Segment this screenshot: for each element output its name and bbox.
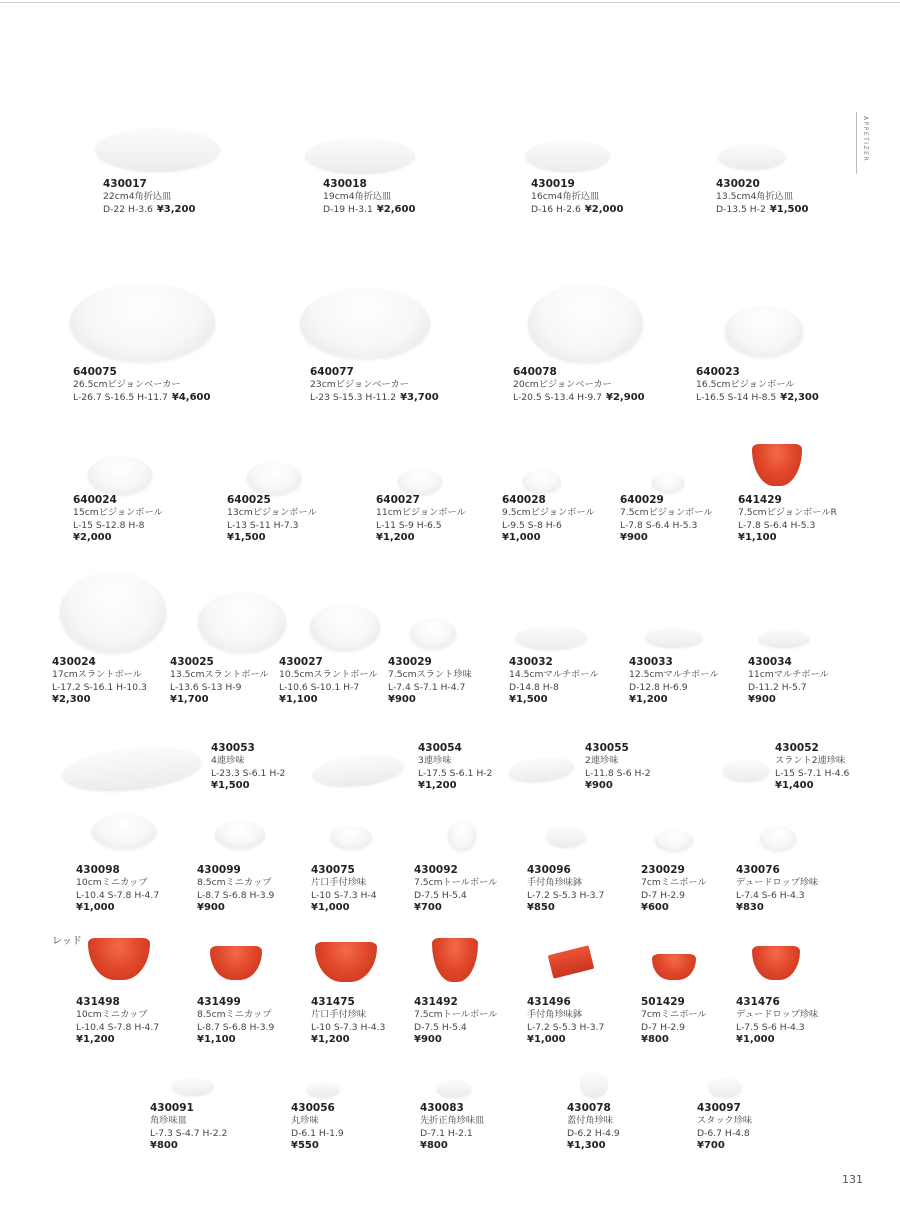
product-item xyxy=(73,366,210,404)
product-photo xyxy=(300,288,430,358)
product-name: 4連珍味 xyxy=(211,754,245,766)
product-dimensions: L-7.5 S-6 H-4.3 xyxy=(736,1021,805,1033)
product-price: ¥1,000 xyxy=(527,1034,566,1046)
product-code: 430053 xyxy=(211,742,255,754)
product-price: ¥1,400 xyxy=(775,780,814,792)
product-code: 640025 xyxy=(227,494,271,506)
product-name: 17cmスラントボール xyxy=(52,668,142,680)
product-dimensions: D-7.1 H-2.1 xyxy=(420,1127,473,1139)
product-photo xyxy=(718,144,786,170)
product-item xyxy=(310,366,439,404)
product-price: ¥2,000 xyxy=(73,532,112,544)
product-name: 11cmビジョンボール xyxy=(376,506,466,518)
product-item xyxy=(76,996,159,1047)
product-photo xyxy=(210,946,262,980)
product-item xyxy=(414,996,497,1047)
product-item xyxy=(418,742,492,793)
product-dimensions: D-7.5 H-5.4 xyxy=(414,1021,467,1033)
product-name: 13cmビジョンボール xyxy=(227,506,317,518)
product-code: 430019 xyxy=(531,178,575,190)
product-item xyxy=(211,742,285,793)
product-code: 431499 xyxy=(197,996,241,1008)
product-price: ¥800 xyxy=(150,1140,178,1152)
product-price: ¥900 xyxy=(388,694,416,706)
product-price: ¥2,300 xyxy=(780,391,819,403)
product-item xyxy=(716,178,808,216)
product-price: ¥700 xyxy=(697,1140,725,1152)
product-item xyxy=(197,864,274,915)
product-item xyxy=(527,864,604,915)
product-price: ¥850 xyxy=(527,902,555,914)
product-dimensions: L-11 S-9 H-6.5 xyxy=(376,519,442,531)
product-code: 641429 xyxy=(738,494,782,506)
product-price: ¥1,100 xyxy=(279,694,318,706)
product-name: 16.5cmビジョンボール xyxy=(696,378,795,390)
product-code: 640027 xyxy=(376,494,420,506)
product-code: 640029 xyxy=(620,494,664,506)
product-price: ¥2,300 xyxy=(52,694,91,706)
product-item xyxy=(696,366,819,404)
product-item xyxy=(509,656,598,707)
product-dimensions: L-8.7 S-6.8 H-3.9 xyxy=(197,889,275,901)
product-photo xyxy=(752,444,802,486)
product-item xyxy=(73,494,163,545)
product-price: ¥1,200 xyxy=(76,1034,115,1046)
product-price: ¥1,200 xyxy=(311,1034,350,1046)
product-photo xyxy=(95,128,220,172)
product-item xyxy=(620,494,713,545)
product-code: 430075 xyxy=(311,864,355,876)
product-price: ¥550 xyxy=(291,1140,319,1152)
product-code: 430024 xyxy=(52,656,96,668)
product-name: 20cmビジョンベーカー xyxy=(513,378,612,390)
product-code: 430097 xyxy=(697,1102,741,1114)
product-price: ¥1,500 xyxy=(227,532,266,544)
product-code: 230029 xyxy=(641,864,685,876)
product-item xyxy=(513,366,645,404)
product-dimensions: L-23 S-15.3 H-11.2 xyxy=(310,391,397,403)
product-dimensions: D-14.8 H-8 xyxy=(509,681,559,693)
product-price: ¥1,500 xyxy=(211,780,250,792)
product-photo xyxy=(310,604,380,650)
product-photo xyxy=(580,1072,608,1098)
product-code: 431498 xyxy=(76,996,120,1008)
product-item xyxy=(414,864,497,915)
product-price: ¥800 xyxy=(641,1034,669,1046)
product-photo xyxy=(523,470,561,492)
product-item xyxy=(502,494,595,545)
product-photo xyxy=(652,472,684,492)
product-dimensions: D-11.2 H-5.7 xyxy=(748,681,807,693)
product-item xyxy=(52,656,147,707)
product-dimensions: L-23.3 S-6.1 H-2 xyxy=(211,767,286,779)
product-dimensions: L-7.8 S-6.4 H-5.3 xyxy=(738,519,816,531)
product-photo xyxy=(432,938,478,982)
product-name: スラント2連珍味 xyxy=(775,754,846,766)
product-item xyxy=(376,494,466,545)
product-dimensions: L-7.4 S-6 H-4.3 xyxy=(736,889,805,901)
product-price: ¥900 xyxy=(620,532,648,544)
product-price: ¥1,200 xyxy=(376,532,415,544)
product-dimensions: D-13.5 H-2 xyxy=(716,203,766,215)
product-code: 430029 xyxy=(388,656,432,668)
product-item xyxy=(279,656,378,707)
product-dimensions: D-19 H-3.1 xyxy=(323,203,373,215)
product-price: ¥2,900 xyxy=(606,391,645,403)
product-item xyxy=(567,1102,620,1153)
product-item xyxy=(76,864,159,915)
product-code: 431475 xyxy=(311,996,355,1008)
product-price: ¥1,300 xyxy=(567,1140,606,1152)
product-dimensions: D-6.7 H-4.8 xyxy=(697,1127,750,1139)
product-price: ¥800 xyxy=(420,1140,448,1152)
product-photo xyxy=(725,306,803,356)
product-price: ¥1,200 xyxy=(629,694,668,706)
section-tab xyxy=(860,112,868,172)
product-name: 片口手付珍味 xyxy=(311,876,367,888)
product-item xyxy=(527,996,604,1047)
product-dimensions: L-10 S-7.3 H-4.3 xyxy=(311,1021,386,1033)
product-price: ¥900 xyxy=(585,780,613,792)
product-name: 8.5cmミニカップ xyxy=(197,876,272,888)
product-name: 手付角珍味鉢 xyxy=(527,1008,583,1020)
product-photo xyxy=(752,946,800,980)
product-code: 430052 xyxy=(775,742,819,754)
product-photo xyxy=(507,755,575,786)
product-dimensions: L-10.4 S-7.8 H-4.7 xyxy=(76,1021,160,1033)
product-dimensions: L-26.7 S-16.5 H-11.7 xyxy=(73,391,168,403)
product-item xyxy=(323,178,415,216)
product-item xyxy=(585,742,651,793)
product-item xyxy=(388,656,472,707)
product-photo xyxy=(172,1078,214,1096)
product-code: 640028 xyxy=(502,494,546,506)
product-item xyxy=(641,996,707,1047)
product-photo xyxy=(436,1080,472,1098)
product-price: ¥1,000 xyxy=(311,902,350,914)
product-item xyxy=(420,1102,484,1153)
product-photo xyxy=(525,140,610,172)
product-item xyxy=(170,656,269,707)
product-price: ¥2,600 xyxy=(376,203,416,215)
product-photo xyxy=(330,826,372,848)
product-item xyxy=(775,742,849,793)
product-price: ¥3,700 xyxy=(400,391,439,403)
product-photo xyxy=(722,760,770,782)
product-price: ¥700 xyxy=(414,902,442,914)
product-photo xyxy=(758,630,810,648)
product-code: 430054 xyxy=(418,742,462,754)
product-price: ¥1,100 xyxy=(197,1034,236,1046)
product-name: 3連珍味 xyxy=(418,754,452,766)
product-price: ¥1,000 xyxy=(736,1034,775,1046)
product-item xyxy=(738,494,837,545)
product-name: 22cm4角折込皿 xyxy=(103,190,172,202)
product-code: 430098 xyxy=(76,864,120,876)
product-dimensions: L-10 S-7.3 H-4 xyxy=(311,889,377,901)
product-code: 430056 xyxy=(291,1102,335,1114)
product-dimensions: L-15 S-12.8 H-8 xyxy=(73,519,145,531)
product-photo xyxy=(315,942,377,982)
product-item xyxy=(311,996,385,1047)
product-price: ¥1,500 xyxy=(769,203,809,215)
product-price: ¥900 xyxy=(197,902,225,914)
product-photo xyxy=(60,741,204,797)
product-dimensions: L-7.2 S-5.3 H-3.7 xyxy=(527,889,605,901)
product-dimensions: L-9.5 S-8 H-6 xyxy=(502,519,562,531)
product-photo xyxy=(88,456,152,494)
product-item xyxy=(197,996,274,1047)
product-code: 430020 xyxy=(716,178,760,190)
product-item xyxy=(150,1102,227,1153)
product-item xyxy=(629,656,718,707)
product-price: ¥1,100 xyxy=(738,532,777,544)
product-item xyxy=(227,494,317,545)
product-dimensions: D-22 H-3.6 xyxy=(103,203,153,215)
product-name: 7.5cmトールボール xyxy=(414,876,498,888)
product-name: 26.5cmビジョンベーカー xyxy=(73,378,181,390)
product-photo xyxy=(708,1078,742,1098)
product-code: 640024 xyxy=(73,494,117,506)
product-dimensions: D-7 H-2.9 xyxy=(641,889,685,901)
product-name: 8.5cmミニカップ xyxy=(197,1008,272,1020)
product-price: ¥1,200 xyxy=(418,780,457,792)
product-code: 430092 xyxy=(414,864,458,876)
product-item xyxy=(736,996,818,1047)
product-name: 10.5cmスラントボール xyxy=(279,668,378,680)
product-item xyxy=(736,864,818,915)
product-photo xyxy=(760,826,796,850)
product-price: ¥2,000 xyxy=(584,203,624,215)
product-item xyxy=(531,178,623,216)
product-code: 430055 xyxy=(585,742,629,754)
product-photo xyxy=(305,138,415,174)
product-dimensions: L-11.8 S-6 H-2 xyxy=(585,767,651,779)
product-photo xyxy=(215,820,265,848)
product-name: 12.5cmマルチボール xyxy=(629,668,719,680)
product-name: 13.5cmスラントボール xyxy=(170,668,269,680)
product-dimensions: L-15 S-7.1 H-4.6 xyxy=(775,767,850,779)
product-name: 7.5cmスラント珍味 xyxy=(388,668,472,680)
product-price: ¥900 xyxy=(414,1034,442,1046)
product-name: 11cmマルチボール xyxy=(748,668,829,680)
product-code: 430018 xyxy=(323,178,367,190)
product-code: 430091 xyxy=(150,1102,194,1114)
product-name: 2連珍味 xyxy=(585,754,619,766)
product-photo xyxy=(198,592,286,652)
product-name: 7cmミニボール xyxy=(641,876,707,888)
product-photo xyxy=(528,284,643,362)
product-photo xyxy=(645,628,703,648)
product-price: ¥600 xyxy=(641,902,669,914)
product-code: 430027 xyxy=(279,656,323,668)
product-item xyxy=(641,864,707,915)
product-photo xyxy=(92,814,156,848)
product-photo xyxy=(88,938,150,980)
product-photo xyxy=(515,626,587,650)
product-name: スタック珍味 xyxy=(697,1114,753,1126)
product-name: 角珍味皿 xyxy=(150,1114,187,1126)
product-code: 640078 xyxy=(513,366,557,378)
product-price: ¥900 xyxy=(748,694,776,706)
section-tab-rule xyxy=(856,112,857,174)
product-name: デュードロップ珍味 xyxy=(736,876,819,888)
product-dimensions: D-6.1 H-1.9 xyxy=(291,1127,344,1139)
product-name: 7.5cmビジョンボールR xyxy=(738,506,837,518)
product-dimensions: L-13 S-11 H-7.3 xyxy=(227,519,299,531)
top-rule xyxy=(0,2,900,3)
product-code: 430033 xyxy=(629,656,673,668)
page-number: 131 xyxy=(842,1173,863,1186)
product-dimensions: L-20.5 S-13.4 H-9.7 xyxy=(513,391,603,403)
product-price: ¥830 xyxy=(736,902,764,914)
product-code: 431496 xyxy=(527,996,571,1008)
product-price: ¥1,000 xyxy=(76,902,115,914)
product-dimensions: L-16.5 S-14 H-8.5 xyxy=(696,391,777,403)
product-code: 640023 xyxy=(696,366,740,378)
product-photo xyxy=(311,751,406,790)
product-code: 430034 xyxy=(748,656,792,668)
product-name: 9.5cmビジョンボール xyxy=(502,506,595,518)
product-code: 640075 xyxy=(73,366,117,378)
product-dimensions: L-8.7 S-6.8 H-3.9 xyxy=(197,1021,275,1033)
product-name: 丸珍味 xyxy=(291,1114,319,1126)
product-name: デュードロップ珍味 xyxy=(736,1008,819,1020)
product-code: 431476 xyxy=(736,996,780,1008)
product-name: 14.5cmマルチボール xyxy=(509,668,599,680)
product-dimensions: L-7.4 S-7.1 H-4.7 xyxy=(388,681,466,693)
product-photo xyxy=(70,283,215,361)
product-photo xyxy=(652,954,696,980)
product-code: 501429 xyxy=(641,996,685,1008)
product-name: 先折正角珍味皿 xyxy=(420,1114,485,1126)
product-dimensions: L-10.4 S-7.8 H-4.7 xyxy=(76,889,160,901)
product-item xyxy=(748,656,829,707)
product-dimensions: D-7 H-2.9 xyxy=(641,1021,685,1033)
product-photo xyxy=(398,468,442,494)
product-dimensions: L-7.3 S-4.7 H-2.2 xyxy=(150,1127,228,1139)
product-price: ¥1,700 xyxy=(170,694,209,706)
product-dimensions: D-6.2 H-4.9 xyxy=(567,1127,620,1139)
product-dimensions: L-17.2 S-16.1 H-10.3 xyxy=(52,681,147,693)
product-price: ¥4,600 xyxy=(171,391,211,403)
product-photo xyxy=(448,820,476,850)
product-name: 10cmミニカップ xyxy=(76,1008,148,1020)
product-name: 7.5cmビジョンボール xyxy=(620,506,713,518)
product-dimensions: D-16 H-2.6 xyxy=(531,203,581,215)
product-name: 7cmミニボール xyxy=(641,1008,707,1020)
product-code: 431492 xyxy=(414,996,458,1008)
red-section-label: レッド xyxy=(52,936,82,947)
product-dimensions: D-12.8 H-6.9 xyxy=(629,681,688,693)
product-name: 7.5cmトールボール xyxy=(414,1008,498,1020)
product-code: 430078 xyxy=(567,1102,611,1114)
product-item xyxy=(697,1102,752,1153)
product-photo xyxy=(655,830,693,850)
product-price: ¥3,200 xyxy=(156,203,196,215)
product-name: 16cm4角折込皿 xyxy=(531,190,600,202)
product-photo xyxy=(546,826,586,848)
product-dimensions: L-7.8 S-6.4 H-5.3 xyxy=(620,519,698,531)
product-photo xyxy=(410,618,456,648)
product-name: 23cmビジョンベーカー xyxy=(310,378,409,390)
product-code: 430032 xyxy=(509,656,553,668)
product-name: 13.5cm4角折込皿 xyxy=(716,190,794,202)
product-name: 10cmミニカップ xyxy=(76,876,148,888)
product-code: 430096 xyxy=(527,864,571,876)
product-price: ¥1,000 xyxy=(502,532,541,544)
product-code: 430025 xyxy=(170,656,214,668)
product-photo xyxy=(60,572,166,652)
product-dimensions: L-7.2 S-5.3 H-3.7 xyxy=(527,1021,605,1033)
product-photo xyxy=(247,462,301,494)
section-tab-label: APPETIZER xyxy=(862,116,869,163)
product-code: 430099 xyxy=(197,864,241,876)
product-name: 手付角珍味鉢 xyxy=(527,876,583,888)
product-dimensions: L-17.5 S-6.1 H-2 xyxy=(418,767,493,779)
product-item xyxy=(311,864,377,915)
product-dimensions: L-10.6 S-10.1 H-7 xyxy=(279,681,360,693)
product-code: 430083 xyxy=(420,1102,464,1114)
product-dimensions: L-13.6 S-13 H-9 xyxy=(170,681,242,693)
product-name: 片口手付珍味 xyxy=(311,1008,367,1020)
product-name: 15cmビジョンボール xyxy=(73,506,163,518)
product-code: 430017 xyxy=(103,178,147,190)
product-dimensions: D-7.5 H-5.4 xyxy=(414,889,467,901)
product-name: 19cm4角折込皿 xyxy=(323,190,392,202)
product-photo xyxy=(548,945,595,978)
product-code: 640077 xyxy=(310,366,354,378)
product-price: ¥1,500 xyxy=(509,694,548,706)
product-code: 430076 xyxy=(736,864,780,876)
product-name: 蓋付角珍味 xyxy=(567,1114,613,1126)
product-item xyxy=(291,1102,344,1153)
product-item xyxy=(103,178,195,216)
product-photo xyxy=(306,1082,340,1098)
